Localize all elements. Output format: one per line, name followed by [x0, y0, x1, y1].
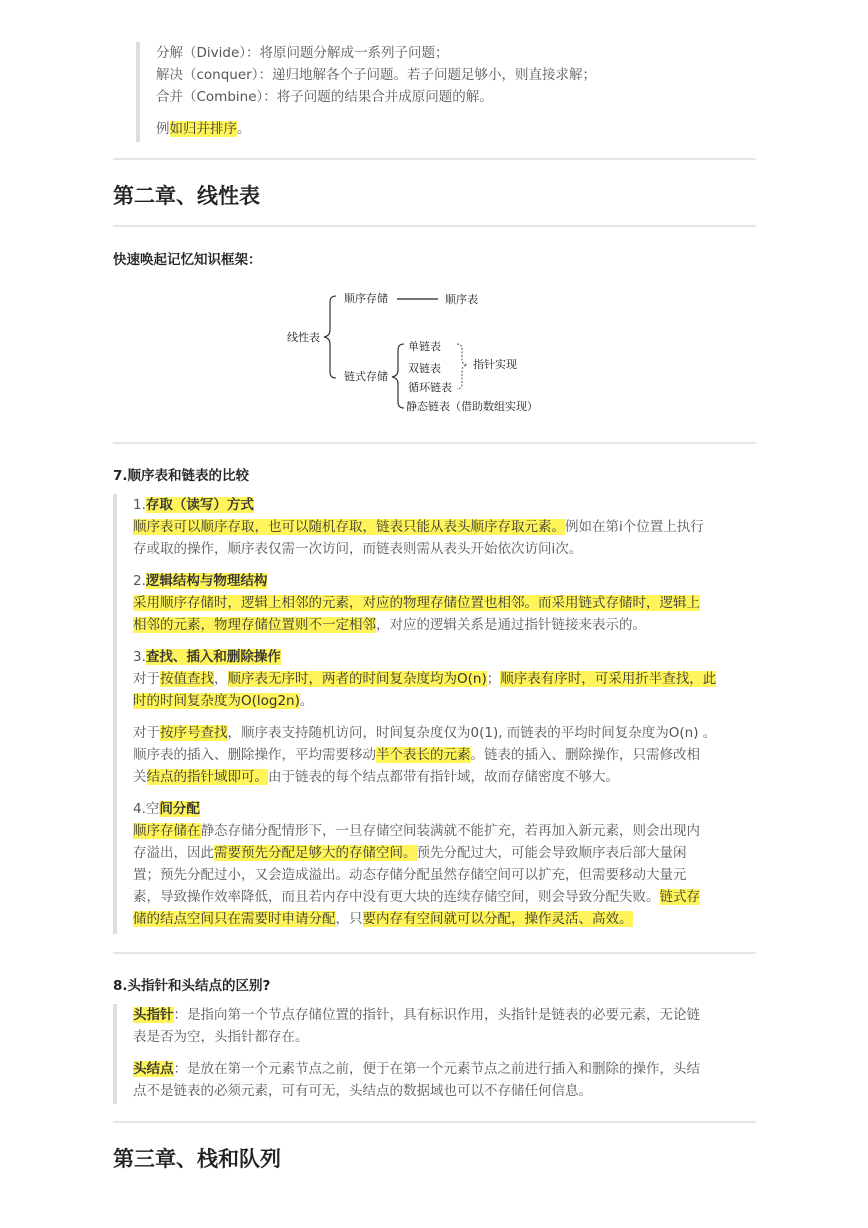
- item3-line1: 对于按值查找，顺序表无序时，两者的时间复杂度均为O(n)；顺序表有序时，可采用折半查找，此: [133, 671, 717, 687]
- item4-line2: 存溢出，因此需要预先分配足够大的存储空间。预先分配过大，可能会导致顺序表后部大量闲: [133, 845, 687, 861]
- diagram-pointer: 指针实现: [473, 358, 517, 371]
- head-node-line1: 头结点：是放在第一个元素节点之前，便于在第一个元素节点之前进行插入和删除的操作，头结: [133, 1061, 700, 1077]
- diagram-circular: 循环链表: [408, 381, 452, 394]
- diagram-seq: 顺序存储: [344, 292, 388, 305]
- diagram-link: 链式存储: [344, 370, 388, 383]
- item4-line3: 置；预先分配过小，又会造成溢出。动态存储分配虽然存储空间可以扩充，但需要移动大量元: [133, 867, 687, 883]
- diagram-single: 单链表: [408, 340, 441, 353]
- item4-line5: 储的结点空间只在需要时申请分配，只要内存有空间就可以分配，操作灵活、高效。: [133, 911, 633, 927]
- item1-line2: 存或取的操作，顺序表仅需一次访问，而链表则需从表头开始依次访问i次。: [133, 541, 583, 557]
- item4-line4: 素，导致操作效率降低，而且若内存中没有更大块的连续存储空间，则会导致分配失败。链式存: [133, 889, 700, 905]
- item3-title: 3.查找、插入和删除操作: [133, 649, 281, 665]
- divider: [113, 225, 756, 227]
- diagram-static: 静态链表（借助数组实现）: [406, 400, 538, 413]
- item4-line1: 顺序存储在静态存储分配情形下，一旦存储空间装满就不能扩充，若再加入新元素，则会出现内: [133, 823, 700, 839]
- head-pointer-line1: 头指针：是指向第一个节点存储位置的指针，具有标识作用，头指针是链表的必要元素，无论链: [133, 1007, 700, 1023]
- item3b-line2: 顺序表的插入、删除操作，平均需要移动半个表长的元素。链表的插入、删除操作，只需修改相: [133, 747, 700, 763]
- framework-label: 快速唤起记忆知识框架：: [113, 252, 262, 268]
- item1-line1: 顺序表可以顺序存取，也可以随机存取，链表只能从表头顺序存取元素。例如在第i个位置上执行: [133, 519, 704, 535]
- quote-example: 例如归并排序。: [156, 121, 251, 137]
- divider: [113, 158, 756, 160]
- divide-conquer-quote: [136, 42, 766, 142]
- linear-list-diagram: [280, 284, 550, 419]
- item3b-line1: 对于按序号查找，顺序表支持随机访问，时间复杂度仅为0(1), 而链表的平均时间复杂度为O(n) 。: [133, 725, 717, 741]
- head-pointer-line2: 表是否为空，头指针都存在。: [133, 1029, 309, 1045]
- diagram-seq-leaf: 顺序表: [445, 293, 478, 306]
- chapter2-heading: 第二章、线性表: [113, 184, 260, 208]
- head-node-line2: 点不是链表的必须元素，可有可无，头结点的数据域也可以不存储任何信息。: [133, 1083, 592, 1099]
- item3-line2: 时的时间复杂度为O(log2n)。: [133, 693, 314, 709]
- quote-line-combine: 合并（Combine）：将子问题的结果合并成原问题的解。: [156, 89, 493, 105]
- pointer-brace: [457, 344, 467, 389]
- divider: [113, 1121, 756, 1123]
- chapter3-heading: 第三章、栈和队列: [113, 1147, 281, 1171]
- diagram-double: 双链表: [408, 362, 441, 375]
- item3b-line3: 关结点的指针域即可。由于链表的每个结点都带有指针域，故而存储密度不够大。: [133, 769, 619, 785]
- section8-heading: 8.头指针和头结点的区别?: [113, 978, 271, 994]
- divider: [113, 442, 756, 444]
- section7-quote: [113, 494, 757, 934]
- quote-line-conquer: 解决（conquer）：递归地解各个子问题。若子问题足够小，则直接求解；: [156, 67, 596, 83]
- divider: [113, 952, 756, 954]
- item2-line1: 采用顺序存储时，逻辑上相邻的元素，对应的物理存储位置也相邻。而采用链式存储时，逻辑上: [133, 595, 700, 611]
- section7-heading: 7.顺序表和链表的比较: [113, 468, 250, 484]
- item4-title: 4.空间分配: [133, 801, 200, 817]
- diagram-root: 线性表: [287, 331, 320, 344]
- main-brace: [324, 296, 336, 378]
- item1-title: 1.存取（读写）方式: [133, 497, 254, 513]
- link-brace: [392, 344, 404, 408]
- example-highlight: 如归并排序: [169, 121, 237, 137]
- section8-quote: [113, 1004, 757, 1104]
- item2-title: 2.逻辑结构与物理结构: [133, 573, 268, 589]
- item2-line2: 相邻的元素，物理存储位置则不一定相邻，对应的逻辑关系是通过指针链接来表示的。: [133, 617, 646, 633]
- quote-line-divide: 分解（Divide）：将原问题分解成一系列子问题；: [156, 45, 449, 61]
